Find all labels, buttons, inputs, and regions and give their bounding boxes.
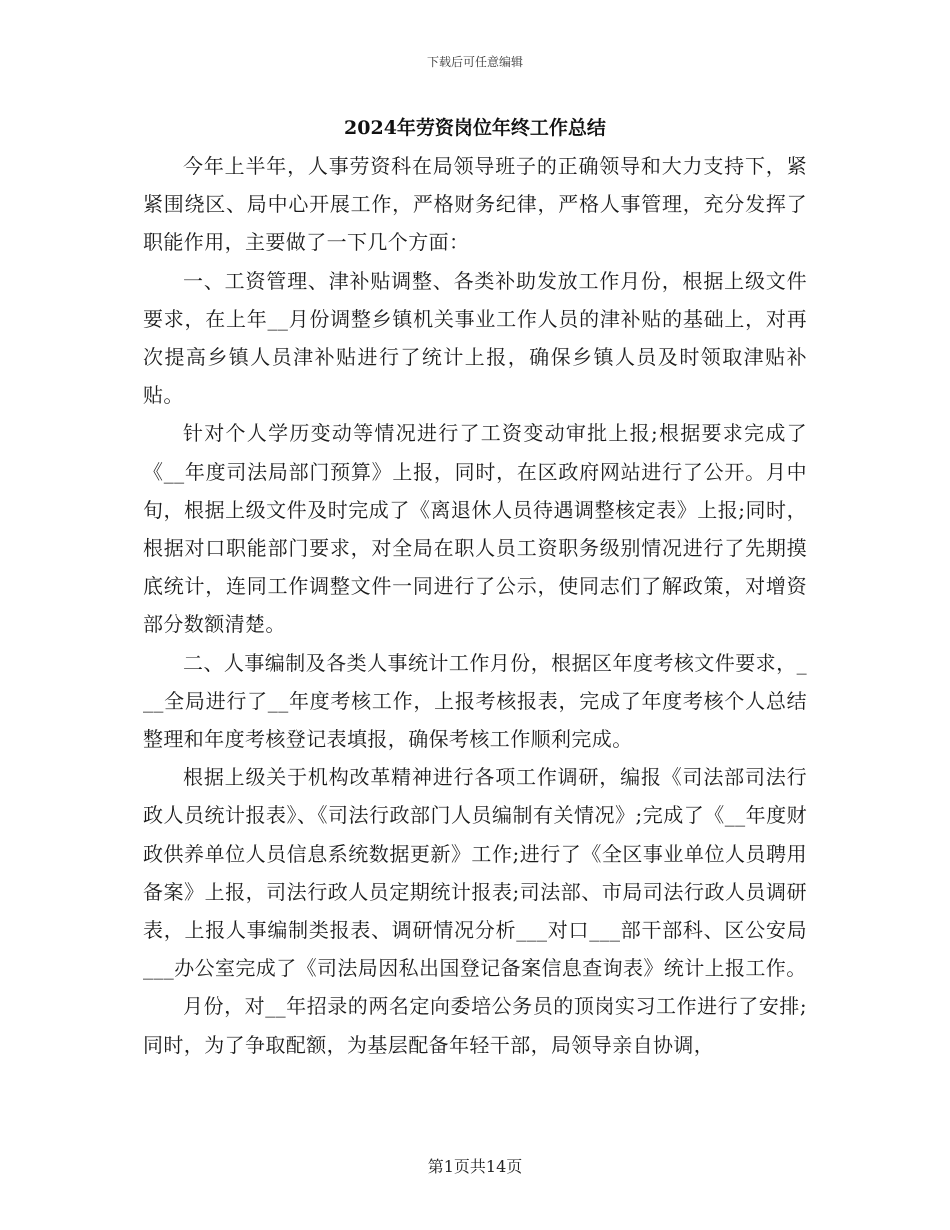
paragraph: 二、人事编制及各类人事统计工作月份，根据区年度考核文件要求，___全局进行了__年度考核工作，上报考核报表，完成了年度考核个人总结整理和年度考核登记表填报，确保考核工作顺利完成。 <box>143 650 807 752</box>
paragraph: 今年上半年，人事劳资科在局领导班子的正确领导和大力支持下，紧紧围绕区、局中心开展工作，严格财务纪律，严格人事管理，充分发挥了职能作用，主要做了一下几个方面： <box>143 154 807 255</box>
paragraph: 一、工资管理、津补贴调整、各类补助发放工作月份，根据上级文件要求，在上年__月份调整乡镇机关事业工作人员的津补贴的基础上，对再次提高乡镇人员津补贴进行了统计上报，确保乡镇人员及时领取津贴补贴。 <box>143 268 807 408</box>
document-title: 2024年劳资岗位年终工作总结 <box>344 117 606 139</box>
page-header-note: 下载后可任意编辑 <box>426 55 523 69</box>
paragraph: 针对个人学历变动等情况进行了工资变动审批上报;根据要求完成了《__年度司法局部门预算》上报，同时，在区政府网站进行了公开。月中旬，根据上级文件及时完成了《离退休人员待遇调整核定表》上报;同时，根据对口职能部门要求，对全局在职人员工资职务级别情况进行了先期摸底统计，连同工作调整文件一同进行了公示，使同志们了解政策，对增资部分数额清楚。 <box>143 421 807 637</box>
document-body <box>143 147 807 1064</box>
page-number: 第1页共14页 <box>427 1157 523 1176</box>
paragraph: 月份，对__年招录的两名定向委培公务员的顶岗实习工作进行了安排;同时，为了争取配额，为基层配备年轻干部，局领导亲自协调， <box>143 994 807 1057</box>
paragraph: 根据上级关于机构改革精神进行各项工作调研，编报《司法部司法行政人员统计报表》、《司法行政部门人员编制有关情况》;完成了《__年度财政供养单位人员信息系统数据更新》工作;进行了《全区事业单位人员聘用备案》上报，司法行政人员定期统计报表;司法部、市局司法行政人员调研表，上报人事编制类报表、调研情况分析___对口___部干部科、区公安局___办公室完成了《司法局因私出国登记备案信息查询表》统计上报工作。 <box>143 765 807 981</box>
